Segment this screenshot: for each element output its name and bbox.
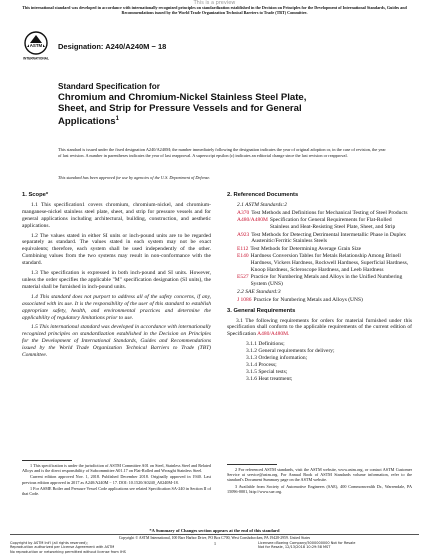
list-item: 3.1.4 Process; [246, 361, 277, 368]
license-line: Licensee=Boeing Company/5000000000 Not for Resale [258, 541, 356, 545]
license-line: No reproduction or networking permitted without license from IHS [10, 549, 126, 554]
list-item: 3.1.2 General requirements for delivery; [246, 348, 335, 355]
svg-text:ASTM: ASTM [29, 42, 43, 48]
footnote-1-asme: 1 For ASME Boiler and Pressure Vessel Code applications see related Specification SA-240 in Section II of that Code. [22, 485, 211, 497]
preview-watermark: This is a preview [193, 0, 236, 6]
license-line: Copyright by ASTM Int'l (all rights reserved); [10, 541, 88, 545]
footnotes-left [22, 463, 211, 497]
reference-link-e112[interactable]: E112 [237, 245, 249, 252]
copyright-line: Copyright © ASTM International, 100 Barr Harbor Drive, PO Box C700, West Conshohocken, PA 19428-2959. United States [118, 536, 311, 540]
reference-item [227, 253, 412, 274]
sae-standard-subheading: 2.2 SAE Standard:3 [237, 289, 281, 296]
list-item: 3.1.6 Heat treatment; [246, 375, 293, 382]
reference-title: Practice for Numbering Metals and Alloys (UNS) [253, 296, 363, 303]
scope-paragraph-1-4: 1.4 This standard does not purport to address all of the safety concerns, if any, associated with its use. It is the responsibility of the user of this standard to establish appropriate safety, health, and environmental practices and determine the applicability of regulatory limitations prior to use. [22, 293, 211, 321]
title-line-3: Sheet, and Strip for Pressure Vessels and for General [58, 103, 302, 114]
reference-title: Hardness Conversion Tables for Metals Relationship Among Brinell Hardness, Vickers Hardness, Rockwell Hardness, Superficial Hardness, Knoop Hardness, Scleroscope Hardness, and Leeb Hardness [250, 253, 409, 274]
left-column [22, 192, 211, 362]
astm-standards-subheading: 2.1 ASTM Standards:2 [237, 201, 287, 208]
license-line: Not for Resale, 12/13/2018 10:29:58 MST [258, 545, 331, 550]
page-number: 1 [213, 541, 217, 546]
designation: Designation: A240/A240M − 18 [58, 42, 167, 51]
reference-link-a480-inline[interactable]: A480/A480M. [257, 331, 290, 338]
list-item: 3.1.3 Ordering information; [246, 355, 308, 362]
license-notice-left [10, 541, 190, 554]
reference-title: Test Methods for Determining Average Grain Size [250, 245, 362, 252]
general-paragraph-text: 3.1 The following requirements for orders for material furnished under this specification shall conform to the applicable requirements of the current edition of Specification [227, 317, 412, 338]
reference-title: Specification for General Requirements for Flat-Rolled Stainless and Heat-Resisting Steel Plate, Sheet, and Strip [269, 217, 396, 231]
right-column [227, 192, 412, 383]
license-line: Reproduction authorized per License Agreement with ASTM [10, 545, 115, 550]
logo-caption: INTERNATIONAL [23, 56, 49, 61]
reference-item [227, 232, 412, 246]
list-item: 3.1.1 Definitions; [246, 341, 285, 348]
general-paragraph-3-1 [227, 318, 412, 339]
scope-paragraph-1-3: 1.3 The specification is expressed in both inch-pound and SI units. However, unless the order specifies the applicable "M" specification designation (SI units), the material shall be furnished in inch-pound units. [22, 270, 211, 290]
license-notice-right [258, 541, 422, 550]
issue-note: This standard is issued under the fixed designation A240/A240M; the number immediately following the designation indicates the year of original adoption or, in the case of revision, the year of last revision. A number in parentheses indicates the year of last reapproval. A superscript epsilon (ε) indicates an editorial change since the last revision or reapproval. [58, 147, 386, 158]
astm-international-logo [22, 31, 50, 61]
title-line-2: Chromium and Chromium-Nickel Stainless Steel Plate, [58, 92, 307, 103]
document-title [58, 82, 388, 127]
title-line-4 [58, 114, 388, 127]
reference-link-e527[interactable]: E527 [237, 274, 249, 281]
footnote-3: 3 Available from Society of Automotive Engineers (SAE), 400 Commonwealth Dr., Warrendale, PA 15096-0001, http://www.sae.org. [227, 483, 412, 494]
scope-paragraph-1-2: 1.2 The values stated in either SI units or inch-pound units are to be regarded separately as standard. The values stated in each system may not be exact equivalents; therefore, each system shall be used independently of the other. Combining values from the two systems may result in non-conformance with the standard. [22, 232, 211, 267]
reference-item [227, 217, 412, 231]
footnote-divider-left [22, 460, 72, 461]
general-requirements-heading: 3. General Requirements [227, 307, 296, 314]
referenced-documents-heading: 2. Referenced Documents [227, 192, 299, 198]
international-standard-notice: This international standard was developed in accordance with internationally recognized principles on standardization established in the Decision on Principles for the Development of International Standards, Guides and Recommendations issued by the World Trade Organization Technical Barriers to Trade (TBT) Committee. [22, 5, 407, 15]
summary-of-changes-note: *A Summary of Changes section appears at the end of this standard [149, 528, 280, 533]
reference-item [227, 297, 412, 304]
dod-approval-note: This standard has been approved for use by agencies of the U.S. Department of Defense. [58, 175, 211, 180]
reference-link-a370[interactable]: A370 [237, 209, 250, 216]
footnotes-right [227, 467, 412, 495]
footnote-1: 1 This specification is under the jurisdiction of ASTM Committee A01 on Steel, Stainless Steel and Related Alloys and is the direct responsibility of Subcommittee A01.17 on Flat-Rolled and Wrought Stainless Steel. [22, 463, 211, 474]
reference-title: Test Methods and Definitions for Mechanical Testing of Steel Products [251, 209, 408, 216]
title-footnote-mark: 1 [115, 116, 119, 122]
scope-paragraph-1-5: 1.5 This international standard was developed in accordance with internationally recognized principles on standardization established in the Decision on Principles for the Development of International Standards, Guides and Recommendations issued by the World Trade Organization Technical Barriers to Trade (TBT) Committee. [22, 324, 211, 359]
footer-divider [10, 534, 419, 535]
footnote-2: 2 For referenced ASTM standards, visit the ASTM website, www.astm.org, or contact ASTM Customer Service at service@astm.org. For Annual Book of ASTM Standards volume information, refer to the standard's Document Summary page on the ASTM website. [227, 467, 412, 483]
footnote-divider-right [227, 464, 277, 465]
reference-link-a923[interactable]: A923 [237, 231, 250, 238]
reference-link-e140[interactable]: E140 [237, 253, 249, 260]
scope-paragraph-1-1: 1.1 This specification1 covers chromium, chromium-nickel, and chromium-manganese-nickel stainless steel plate, sheet, and strip for pressure vessels and for general applications including architectural, building, construction, and aesthetic applications. [22, 201, 211, 229]
title-line-1: Standard Specification for [58, 82, 160, 91]
footnote-1-edition: Current edition approved Nov. 1, 2018. Published December 2018. Originally approved in 1940. Last previous edition approved in 2017 as A240/A240M − 17. DOI: 10.1520/A0240_A0240M-18. [22, 474, 211, 485]
reference-link-j1086[interactable]: J 1086 [237, 296, 252, 303]
title-line-4-text: Applications [58, 116, 116, 128]
reference-item [227, 210, 412, 217]
reference-item [227, 274, 412, 288]
scope-heading: 1. Scope* [22, 192, 49, 198]
list-item: 3.1.5 Special tests; [246, 368, 288, 375]
reference-item [227, 246, 412, 253]
reference-link-a480[interactable]: A480/A480M [237, 217, 268, 224]
reference-title: Practice for Numbering Metals and Alloys in the Unified Numbering System (UNS) [250, 274, 403, 288]
reference-title: Test Methods for Detecting Detrimental Intermetallic Phase in Duplex Austenitic/Ferritic Stainless Steels [251, 231, 407, 245]
